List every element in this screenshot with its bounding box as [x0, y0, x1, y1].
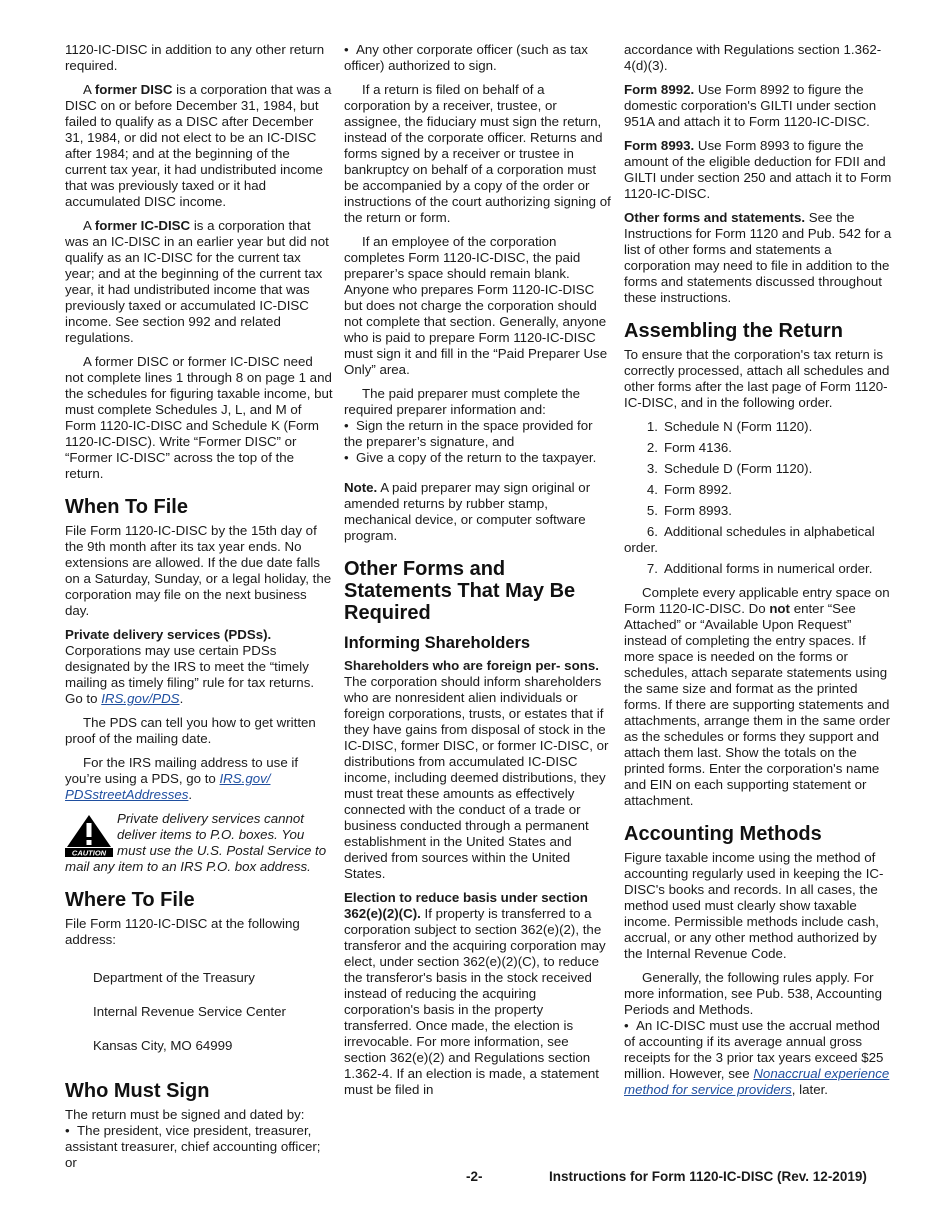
column-3 — [624, 42, 892, 1098]
term-form-8993: Form 8993. — [624, 138, 695, 153]
bullet-item: • The president, vice president, treasurer, assistant treasurer, chief accounting officer; or — [65, 1123, 333, 1171]
term-election: Election to reduce basis under section 362(e)(2)(C). — [344, 890, 588, 921]
text: The corporation should inform shareholders who are nonresident alien individuals or foreign corporations, trusts, or estates that if they have gains from disposal of stock in the IC-DISC, former DISC, or former IC-DISC, or distributions from accumulated IC-DISC income, including deemed distributions, they must treat these amounts as effectively connected with the conduct of a trade or business conducted through a permanent establishment in the United States and derived from sources within the United States. — [344, 674, 609, 881]
mailing-address — [93, 956, 333, 1076]
list-text: Form 4136. — [664, 440, 732, 455]
paragraph: Generally, the following rules apply. For more information, see Pub. 538, Accounting Periods and Methods. — [624, 970, 882, 1017]
term-pds: Private delivery services (PDSs). — [65, 627, 272, 642]
list-number: 3. — [646, 461, 658, 476]
caution-text: Private delivery services cannot deliver items to P.O. boxes. You must use the U.S. Postal Service to mail any item to an IRS P.O. box address. — [65, 811, 327, 874]
list-item — [624, 503, 892, 519]
paragraph: If a return is filed on behalf of a corporation by a receiver, trustee, or assignee, the fiduciary must sign the return, instead of the corporate officer. Returns and forms signed by a receiver or trustee in bankruptcy on behalf of a corporation must be accompanied by a copy of the order or instructions of the court authorizing signing of the return or form. — [344, 82, 611, 225]
paragraph-election — [344, 890, 612, 1098]
paragraph-complete — [624, 585, 892, 809]
paragraph: File Form 1120-IC-DISC by the 15th day of the 9th month after its tax year ends. No extensions are allowed. If the due date falls on a Saturday, Sunday, or a legal holiday, the corporation may file on the next business day. — [65, 523, 332, 618]
link-irs-pds[interactable]: IRS.gov/PDS — [101, 691, 180, 706]
address-line: Internal Revenue Service Center — [93, 1004, 286, 1019]
text: For the IRS mailing address to use if you’re using a PDS, go to — [65, 755, 299, 786]
caution-note — [65, 811, 333, 875]
paragraph-form-8992 — [624, 82, 892, 130]
heading-who-must-sign: Who Must Sign — [65, 1080, 210, 1102]
paragraph-note — [344, 480, 612, 544]
bullet-item: • Any other corporate officer (such as tax officer) authorized to sign. — [344, 42, 612, 74]
list-item — [624, 419, 892, 435]
address-line: Kansas City, MO 64999 — [93, 1038, 233, 1053]
paragraph: The PDS can tell you how to get written proof of the mailing date. — [65, 715, 316, 746]
text: Complete every applicable entry space on Form 1120-IC-DISC. Do — [624, 585, 890, 616]
list-item — [624, 440, 892, 456]
caution-icon — [65, 813, 113, 857]
term-former-disc: former DISC — [94, 82, 173, 97]
term-form-8992: Form 8992. — [624, 82, 695, 97]
list-item — [624, 482, 892, 498]
list-number: 1. — [646, 419, 658, 434]
term-not: not — [769, 601, 790, 616]
caution-label: CAUTION — [71, 848, 107, 857]
term-note: Note. — [344, 480, 378, 495]
text: enter “See Attached” or “Available Upon Request” instead of completing the entry spaces. If more space is needed on the forms or schedules, attach separate statements using the same size and format as the printed forms. If there are supporting statements and attachments, arrange them in the same order as the schedules or forms they support and attach them last. Show the totals on the printed forms. Enter the corporation's name and EIN on each supporting statement or attachment. — [624, 601, 891, 808]
paragraph: If an employee of the corporation completes Form 1120-IC-DISC, the paid preparer’s space should remain blank. Anyone who prepares Form 1120-IC-DISC but does not charge the corporation should not complete that section. Generally, anyone who is paid to prepare Form 1120-IC-DISC must sign it and fill in the “Paid Preparer Use Only” area. — [344, 234, 608, 377]
list-item — [624, 561, 892, 577]
paragraph: File Form 1120-IC-DISC at the following address: — [65, 916, 300, 947]
text: Use Form 8992 to figure the domestic corporation's GILTI under section 951A and attach it to Form 1120-IC-DISC. — [624, 82, 877, 129]
text: , later. — [791, 1082, 828, 1097]
paragraph: accordance with Regulations section 1.362-4(d)(3). — [624, 42, 882, 73]
column-1 — [65, 42, 333, 1171]
paragraph: 1120-IC-DISC in addition to any other return required. — [65, 42, 325, 73]
paragraph-mailing — [65, 755, 333, 803]
paragraph: A former DISC or former IC-DISC need not complete lines 1 through 8 on page 1 and the schedules for figuring taxable income, but must complete Schedules J, L, and M of Form 1120-IC-DISC and Schedule K (Form 1120-IC-DISC). Write “Former DISC” or “Former IC-DISC” across the top of the return. — [65, 354, 333, 481]
text: If property is transferred to a corporation subject to section 362(e)(2), the transferor and the acquiring corporation may elect, under section 362(e)(2)(C), to reduce the transferor's basis in the stock received instead of reducing the acquiring corporation's basis in the property transferred. Once made, the election is irrevocable. For more information, see section 362(e)(2) and Regulations section 1.362-4. If an election is made, a statement must be filed in — [344, 906, 606, 1097]
list-number: 7. — [646, 561, 658, 576]
address-line: Department of the Treasury — [93, 970, 255, 985]
footer-title: Instructions for Form 1120-IC-DISC (Rev. 12-2019) — [549, 1169, 867, 1184]
list-number: 2. — [646, 440, 658, 455]
paragraph-former-disc — [65, 82, 333, 210]
heading-other-forms: Other Forms and Statements That May Be Required — [344, 558, 576, 624]
heading-accounting-methods: Accounting Methods — [624, 823, 822, 845]
text: A paid preparer may sign original or amended returns by rubber stamp, mechanical device, or computer software program. — [344, 480, 591, 543]
heading-assembling-the-return: Assembling the Return — [624, 320, 843, 342]
column-2 — [344, 42, 612, 1106]
term-former-ic-disc: former IC-DISC — [94, 218, 191, 233]
paragraph: The return must be signed and dated by: — [65, 1107, 305, 1122]
text: Use Form 8993 to figure the amount of the eligible deduction for FDII and GILTI under section 250 and attach it to Form 1120-IC-DISC. — [624, 138, 892, 201]
list-text: Form 8992. — [664, 482, 732, 497]
list-text: Additional forms in numerical order. — [664, 561, 873, 576]
assembly-order-list — [624, 419, 892, 577]
paragraph-foreign-persons — [344, 658, 612, 882]
paragraph-pds — [65, 627, 333, 707]
paragraph: To ensure that the corporation's tax return is correctly processed, attach all schedules and other forms after the last page of Form 1120-IC-DISC, and in the following order. — [624, 347, 890, 410]
paragraph-other-forms — [624, 210, 892, 306]
text: Corporations may use certain PDSs designated by the IRS to meet the “timely mailing as timely filing” rule for tax returns. Go to — [65, 643, 315, 706]
text: A — [83, 218, 95, 233]
list-number: 4. — [646, 482, 658, 497]
text: . — [179, 691, 184, 706]
bullet-list — [344, 418, 612, 466]
text: A — [83, 82, 95, 97]
term-foreign-persons: Shareholders who are foreign per- sons. — [344, 658, 599, 673]
bullet-item: • Give a copy of the return to the taxpayer. — [344, 450, 612, 466]
bullet-item-accrual — [624, 1018, 892, 1098]
link-pds-street-addresses[interactable]: IRS.gov/ PDSstreetAddresses — [65, 771, 271, 802]
list-item — [624, 461, 892, 477]
text: . — [188, 787, 193, 802]
paragraph: The paid preparer must complete the required preparer information and: — [344, 386, 581, 417]
paragraph-former-ic-disc — [65, 218, 333, 346]
heading-informing-shareholders: Informing Shareholders — [344, 634, 531, 652]
paragraph: Figure taxable income using the method of accounting regularly used in keeping the IC-DISC's books and records. In all cases, the method used must clearly show taxable income. Permissible methods include cash, accrual, or any other method authorized by the Internal Revenue Code. — [624, 850, 884, 961]
link-nonaccrual-experience-method[interactable]: Nonaccrual experience method for service providers — [624, 1066, 890, 1097]
heading-when-to-file: When To File — [65, 496, 188, 518]
term-other-forms: Other forms and statements. — [624, 210, 806, 225]
heading-where-to-file: Where To File — [65, 889, 195, 911]
page-number: -2- — [466, 1169, 483, 1184]
paragraph-form-8993 — [624, 138, 892, 202]
list-text: Schedule N (Form 1120). — [664, 419, 813, 434]
list-item — [624, 524, 892, 556]
text: An IC-DISC must use the accrual method of accounting if its average annual gross receipts for the 3 prior tax years exceed $25 million. However, see — [624, 1018, 884, 1081]
text: is a corporation that was a DISC on or before December 31, 1984, but failed to qualify as a DISC after December 31, 1984, or did not elect to be an IC-DISC after 1984; and at the beginning of the current tax year, it had undistributed income that was previously taxed or it had accumulated DISC income. — [65, 82, 332, 209]
list-number: 6. — [646, 524, 658, 539]
text: is a corporation that was an IC-DISC in an earlier year but did not qualify as an IC-DISC for the current tax year; and at the beginning of the current tax year, it had undistributed income that was previously taxed or accumulated IC-DISC income. See section 992 and related regulations. — [65, 218, 329, 345]
list-text: Schedule D (Form 1120). — [664, 461, 813, 476]
bullet-item: • Sign the return in the space provided for the preparer’s signature, and — [344, 418, 612, 450]
list-text: Additional schedules in alphabetical order. — [624, 524, 875, 555]
list-number: 5. — [646, 503, 658, 518]
text: See the Instructions for Form 1120 and Pub. 542 for a list of other forms and statements a corporation may need to file in addition to the forms and statements discussed throughout these instructions. — [624, 210, 892, 305]
list-text: Form 8993. — [664, 503, 732, 518]
